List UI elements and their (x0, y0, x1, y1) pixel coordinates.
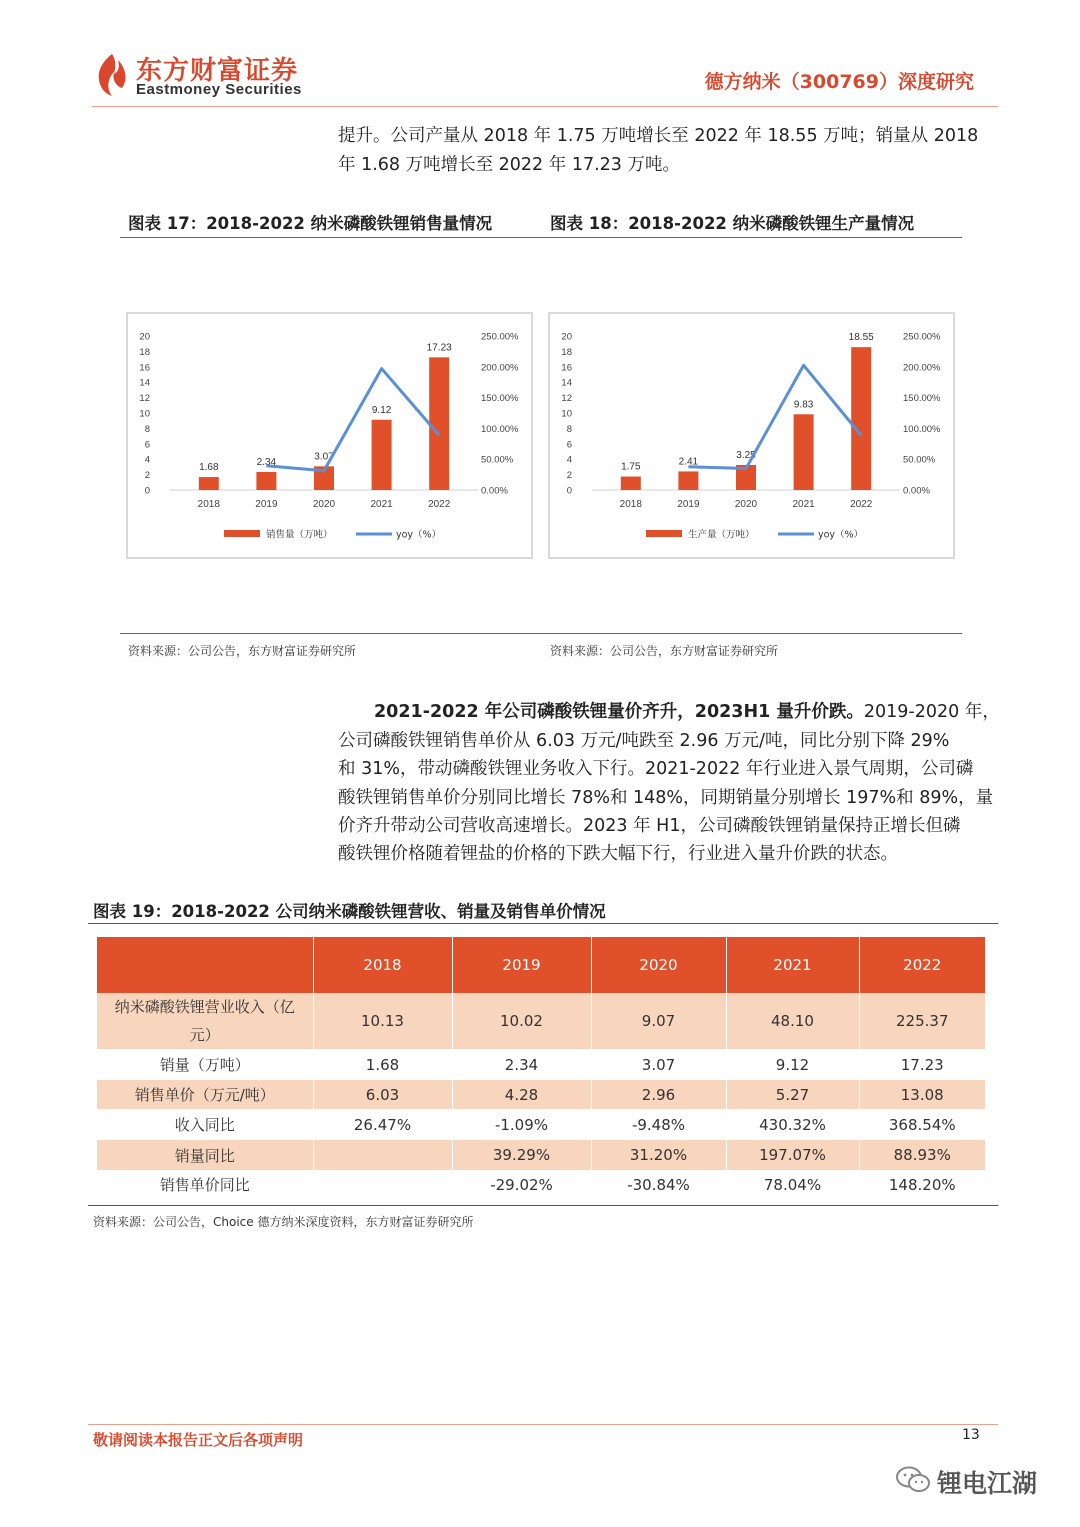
analysis-line-1 (374, 698, 1000, 727)
fig-title-rule (120, 237, 962, 238)
row-label-line-1: 纳米磷酸铁锂营业收入（亿 (114, 998, 295, 1016)
table-row (97, 1049, 985, 1080)
legend-label: yoy（%） (818, 529, 864, 541)
row-label: 销售单价同比 (97, 1170, 313, 1199)
y2-tick-label: 250.00% (481, 331, 519, 343)
bar (851, 347, 871, 490)
x-tick-label: 2020 (734, 499, 758, 510)
table19-title-rule (88, 923, 998, 924)
table-header-cell: 2021 (726, 937, 859, 993)
analysis-line-6: 酸铁锂价格随着锂盐的价格的下跌大幅下行，行业进入量升价跌的状态。 (338, 844, 898, 864)
table-cell: -1.09% (452, 1109, 591, 1140)
analysis-heading: 2021-2022 年公司磷酸铁锂量价齐升，2023H1 量升价跌。 (374, 702, 864, 722)
table-cell: 88.93% (893, 1146, 951, 1164)
table-cell: 17.23 (900, 1055, 944, 1074)
y-tick-label: 2 (566, 470, 572, 482)
row-label: 收入同比 (97, 1109, 313, 1140)
table-cell: 1.68 (313, 1049, 452, 1080)
analysis-line-4: 酸铁锂销售单价分别同比增长 78%和 148%，同期销量分别增长 197%和 89%，量 (338, 788, 994, 808)
table-cell: 6.03 (313, 1080, 452, 1109)
bar-value-label: 17.23 (426, 342, 452, 354)
table-cell: 26.47% (313, 1109, 452, 1140)
x-tick-label: 2018 (619, 499, 642, 510)
footer-rule (88, 1424, 998, 1425)
y-tick-label: 8 (144, 423, 150, 435)
bar (199, 477, 219, 490)
table-cell: 9.12 (726, 1049, 859, 1080)
y-tick-label: 0 (566, 485, 572, 497)
y-tick-label: 18 (139, 346, 150, 358)
y2-tick-label: 100.00% (903, 423, 941, 435)
y2-tick-label: 100.00% (481, 423, 519, 435)
table-cell (313, 1170, 452, 1199)
y2-tick-label: 200.00% (903, 362, 941, 374)
y2-tick-label: 150.00% (481, 393, 519, 405)
y-tick-label: 16 (561, 362, 572, 374)
analysis-line-2: 公司磷酸铁锂销售单价从 6.03 万元/吨跌至 2.96 万元/吨，同比分别下降 29% (338, 731, 950, 751)
table-row (97, 1140, 985, 1170)
row-label: 销售单价（万元/吨） (97, 1080, 313, 1109)
table-cell: 3.07 (591, 1049, 726, 1080)
logo-cn-text: 东方财富证券 (136, 56, 299, 86)
bar-value-label: 18.55 (848, 332, 874, 344)
row-label-line-2: 元） (189, 1026, 220, 1044)
legend-label: 生产量（万吨） (688, 529, 755, 541)
table-cell: 10.13 (313, 993, 452, 1049)
y2-tick-label: 0.00% (903, 485, 930, 497)
y-tick-label: 10 (139, 408, 150, 420)
bar-value-label: 2.41 (678, 456, 699, 468)
legend-label: 销售量（万吨） (266, 529, 333, 541)
table-cell: 4.28 (452, 1080, 591, 1109)
fig18-title: 图表 18：2018-2022 纳米磷酸铁锂生产量情况 (550, 214, 915, 233)
row-label: 销量同比 (97, 1140, 313, 1170)
legend-swatch-bar (646, 530, 682, 537)
table-cell: 368.54% (888, 1115, 956, 1134)
y-tick-label: 4 (566, 454, 572, 466)
data-table (97, 937, 985, 1199)
legend-label: yoy（%） (396, 529, 442, 541)
table-cell: -30.84% (591, 1170, 726, 1199)
row-label (97, 993, 313, 1049)
table-cell: 2.96 (591, 1080, 726, 1109)
bar (794, 414, 814, 490)
analysis-line-1-rest: 2019-2020 年， (863, 702, 1000, 722)
table-header-cell (97, 937, 313, 993)
table-header-row (97, 937, 985, 993)
x-tick-label: 2018 (197, 499, 220, 510)
table19-source: 资料来源：公司公告，Choice 德方纳米深度资料，东方财富证券研究所 (93, 1215, 474, 1229)
bar (256, 472, 276, 490)
table-cell: 148.20% (888, 1175, 956, 1194)
intro-line-2: 年 1.68 万吨增长至 2022 年 17.23 万吨。 (338, 155, 680, 175)
x-tick-label: 2020 (312, 499, 336, 510)
fig-source-rule (120, 633, 962, 634)
table-row (97, 993, 985, 1049)
table-header-cell: 2018 (313, 937, 452, 993)
bar-value-label: 3.25 (736, 449, 756, 461)
y-tick-label: 18 (561, 346, 572, 358)
y-tick-label: 20 (561, 331, 572, 343)
table-row (97, 1109, 985, 1140)
fig17-title: 图表 17：2018-2022 纳米磷酸铁锂销售量情况 (128, 214, 493, 233)
y2-tick-label: 250.00% (903, 331, 941, 343)
legend-swatch-bar (224, 530, 260, 537)
table-row (97, 1170, 985, 1199)
table-cell: 430.32% (726, 1109, 859, 1140)
y-tick-label: 0 (144, 485, 150, 497)
y2-tick-label: 0.00% (481, 485, 508, 497)
y-tick-label: 14 (561, 377, 572, 389)
table-cell: 5.27 (726, 1080, 859, 1109)
y-tick-label: 14 (139, 377, 150, 389)
bar-value-label: 3.07 (314, 451, 334, 463)
y-tick-label: 16 (139, 362, 150, 374)
watermark (895, 1462, 1055, 1498)
x-tick-label: 2022 (850, 499, 873, 510)
bar-value-label: 9.83 (793, 399, 814, 411)
table19-bottom-rule (88, 1205, 998, 1206)
x-tick-label: 2019 (255, 499, 278, 510)
table-header-cell: 2020 (591, 937, 726, 993)
intro-line-1: 提升。公司产量从 2018 年 1.75 万吨增长至 2022 年 18.55 万吨；销量从 2018 (338, 126, 979, 146)
table-cell: 2.34 (452, 1049, 591, 1080)
y-tick-label: 2 (144, 470, 150, 482)
table-cell: 10.02 (452, 993, 591, 1049)
y2-tick-label: 150.00% (903, 393, 941, 405)
wechat-icon (895, 1466, 931, 1494)
fig18-source: 资料来源：公司公告，东方财富证券研究所 (550, 644, 779, 658)
table-cell: 31.20% (591, 1140, 726, 1170)
table-cell: 78.04% (726, 1170, 859, 1199)
yoy-line (266, 369, 439, 471)
bar-value-label: 9.12 (371, 404, 392, 416)
y2-tick-label: 200.00% (481, 362, 519, 374)
table-cell: 197.07% (726, 1140, 859, 1170)
table-row (97, 1080, 985, 1109)
table-header-cell: 2019 (452, 937, 591, 993)
logo-en-text: Eastmoney Securities (136, 81, 302, 98)
table-cell: 225.37 (896, 1012, 949, 1030)
row-label: 销量（万吨） (97, 1049, 313, 1080)
header-rule (92, 106, 998, 107)
company-logo (92, 48, 312, 104)
table-cell (313, 1140, 452, 1170)
y-tick-label: 6 (144, 439, 150, 451)
analysis-line-5: 价齐升带动公司营收高速增长。2023 年 H1，公司磷酸铁锂销量保持正增长但磷 (338, 816, 961, 836)
footer-disclaimer: 敬请阅读本报告正文后各项声明 (93, 1431, 304, 1449)
y2-tick-label: 50.00% (903, 454, 936, 466)
logo-flame-icon (92, 52, 132, 98)
y2-tick-label: 50.00% (481, 454, 514, 466)
page-number: 13 (962, 1427, 980, 1443)
analysis-line-3: 和 31%，带动磷酸铁锂业务收入下行。2021-2022 年行业进入景气周期，公司磷 (338, 759, 974, 779)
table-cell: -29.02% (452, 1170, 591, 1199)
table-cell: 48.10 (726, 993, 859, 1049)
fig18-chart-frame (548, 312, 955, 559)
fig17-chart-frame (126, 312, 533, 559)
table-cell: 9.07 (591, 993, 726, 1049)
watermark-text: 锂电江湖 (937, 1469, 1038, 1498)
production-volume-chart (550, 314, 953, 557)
y-tick-label: 20 (139, 331, 150, 343)
x-tick-label: 2022 (428, 499, 451, 510)
table-header-cell: 2022 (903, 956, 942, 974)
x-tick-label: 2019 (677, 499, 700, 510)
y-tick-label: 6 (566, 439, 572, 451)
x-tick-label: 2021 (792, 499, 815, 510)
bar (678, 471, 698, 490)
yoy-line (688, 365, 861, 468)
bar-value-label: 1.68 (199, 462, 219, 474)
table-cell: 13.08 (900, 1085, 944, 1104)
bar-value-label: 1.75 (621, 461, 641, 473)
y-tick-label: 12 (561, 393, 572, 405)
bar-value-label: 2.34 (256, 456, 277, 468)
y-tick-label: 8 (566, 423, 572, 435)
y-tick-label: 4 (144, 454, 150, 466)
bar (621, 477, 641, 490)
table-cell: 39.29% (452, 1140, 591, 1170)
bar (429, 357, 449, 490)
sales-volume-chart (128, 314, 531, 557)
y-tick-label: 10 (561, 408, 572, 420)
bar (372, 420, 392, 490)
y-tick-label: 12 (139, 393, 150, 405)
table19-title: 图表 19：2018-2022 公司纳米磷酸铁锂营收、销量及销售单价情况 (93, 902, 606, 921)
table-cell: -9.48% (591, 1109, 726, 1140)
x-tick-label: 2021 (370, 499, 393, 510)
fig17-source: 资料来源：公司公告，东方财富证券研究所 (128, 644, 357, 658)
report-title: 德方纳米（300769）深度研究 (704, 71, 974, 93)
